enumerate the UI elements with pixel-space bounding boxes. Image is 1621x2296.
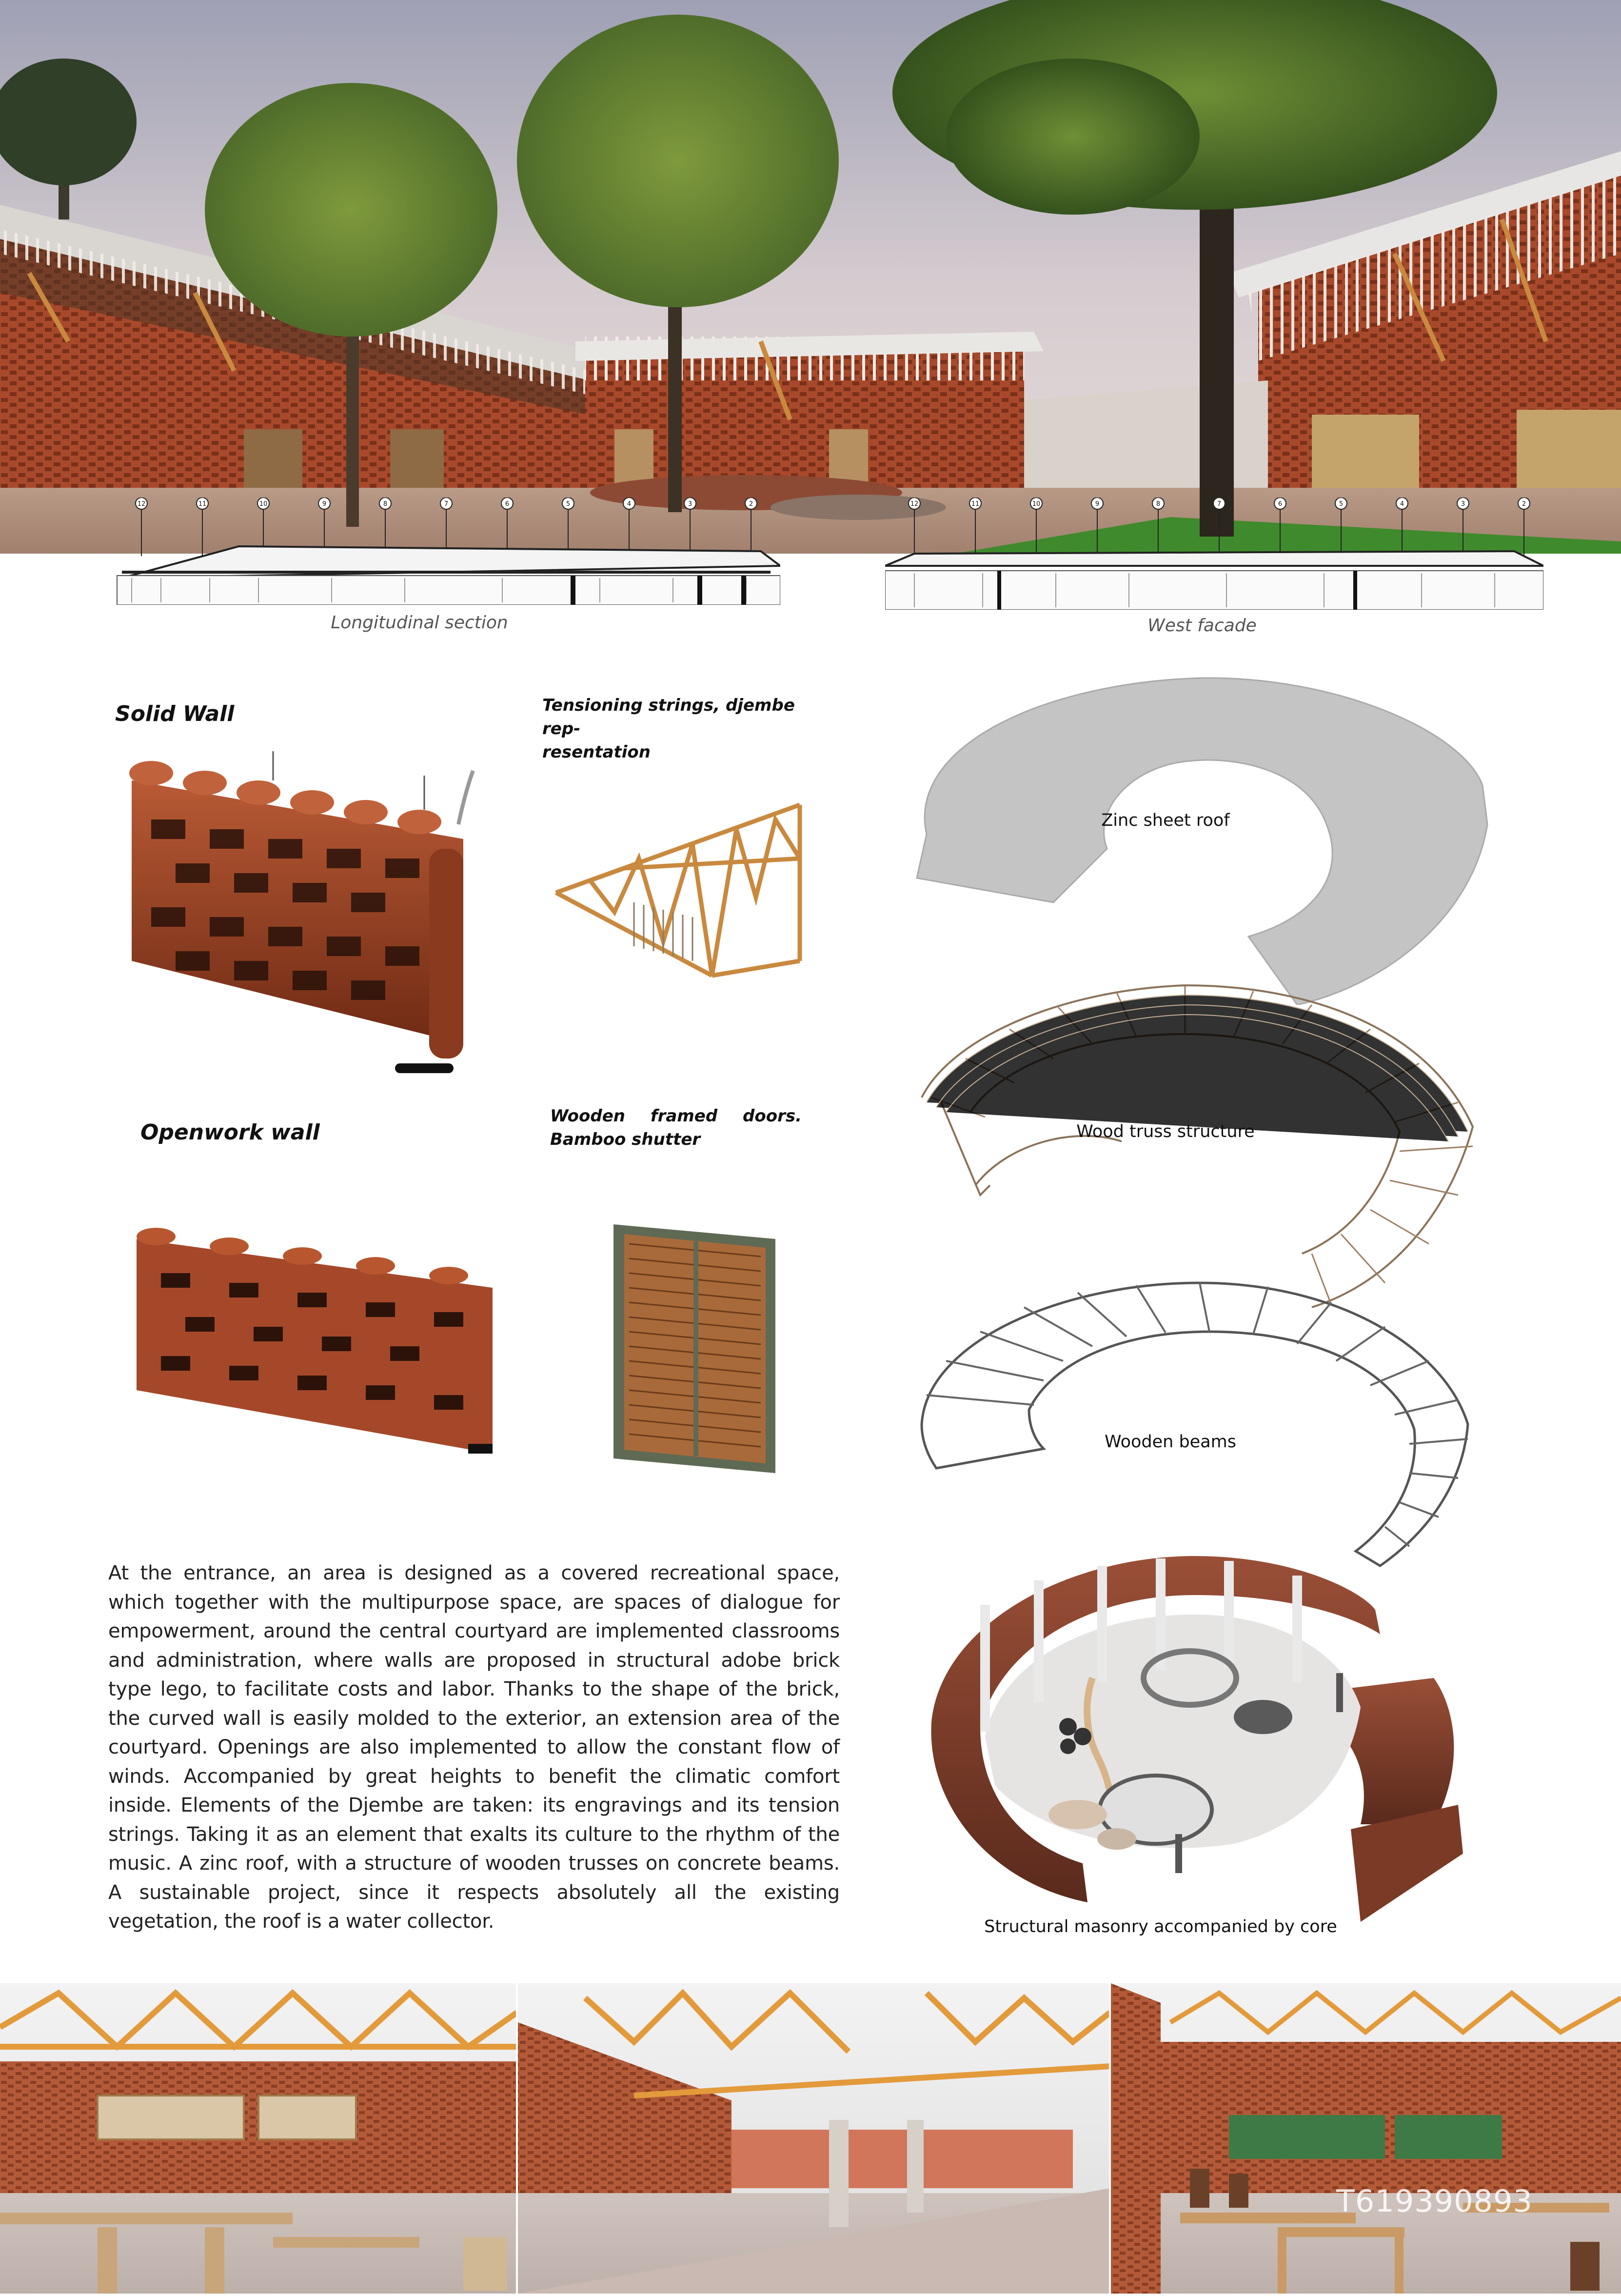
marker-number: 5: [566, 500, 571, 508]
label-wooden-doors: [550, 1104, 802, 1151]
marker-number: 12: [910, 500, 919, 508]
label-wood-truss: Wood truss structure: [1076, 1122, 1255, 1141]
marker-number: 8: [1156, 500, 1161, 508]
wood-truss-layer: [912, 980, 1483, 1312]
watermark-id: T619390893: [1336, 2183, 1533, 2219]
door-svg: [610, 1224, 785, 1473]
marker-number: 6: [505, 500, 510, 508]
marker-number: 4: [1400, 500, 1404, 508]
marker-number: 12: [137, 500, 146, 508]
interior-render-strip: [0, 1983, 1621, 2294]
marker-number: 3: [688, 500, 692, 508]
solid-wall-model: [122, 751, 483, 1073]
marker-number: 6: [1278, 500, 1283, 508]
label-tensioning-line-2: resentation: [542, 742, 651, 762]
wooden-beams-svg: [917, 1278, 1473, 1580]
openwork-wall-svg: [132, 1219, 497, 1463]
interior-renders-svg: [0, 1983, 1621, 2294]
djembe-truss-model: [551, 800, 805, 985]
marker-number: 11: [971, 500, 980, 508]
label-doors-line-1: Wooden framed doors.: [550, 1106, 802, 1126]
classroom-render-1: [0, 1983, 517, 2294]
marker-number: 10: [259, 500, 268, 508]
marker-number: 7: [1217, 500, 1222, 508]
openwork-wall-model: [132, 1219, 497, 1463]
classroom-render-2: [1111, 1983, 1621, 2294]
label-zinc-roof: Zinc sheet roof: [1101, 811, 1230, 830]
west-facade-drawing: [885, 498, 1543, 610]
marker-number: 10: [1032, 500, 1041, 508]
label-doors-line-2: Bamboo shutter: [550, 1130, 701, 1149]
marker-number: 2: [749, 500, 753, 508]
multipurpose-render: [518, 1983, 1110, 2294]
masonry-svg: [922, 1551, 1473, 1922]
hero-render: [0, 0, 1621, 571]
solid-wall-svg: [122, 751, 483, 1073]
marker-number: 8: [383, 500, 388, 508]
structural-masonry-layer: [922, 1551, 1473, 1922]
caption-west-facade: West facade: [1147, 616, 1257, 636]
truss-svg: [551, 800, 805, 985]
label-structural-masonry: Structural masonry accompanied by core: [984, 1917, 1337, 1937]
label-tensioning-line-1: Tensioning strings, djembe rep-: [542, 696, 795, 739]
wooden-door-model: [610, 1224, 785, 1473]
longitudinal-section-drawing: [112, 498, 780, 605]
marker-number: 7: [444, 500, 449, 508]
label-wooden-beams: Wooden beams: [1105, 1432, 1236, 1452]
label-openwork-wall: Openwork wall: [140, 1120, 320, 1145]
facade-svg: [885, 498, 1543, 610]
zinc-roof-layer: [897, 673, 1492, 1005]
marker-number: 5: [1339, 500, 1344, 508]
courtyard-render-image: [0, 0, 1621, 571]
wood-truss-svg: [912, 980, 1483, 1312]
wooden-beams-layer: [917, 1278, 1473, 1580]
marker-number: 11: [198, 500, 207, 508]
project-description: At the entrance, an area is designed as a covered recreational space, which together with the multipurpose space, are spaces of dialogue for empowerment, around the central courtyard are implemented classrooms and administration, where walls are proposed in structural adobe brick type lego, to facilitate costs and labor. Thanks to the shape of the brick, the curved wall is easily molded to the exterior, an extension area of the courtyard. Openings are also implemented to allow the constant flow of winds. Accompanied by great heights to benefit the climatic comfort inside. Elements of the Djembe are taken: its engravings and its tension strings. Taking it as an element that exalts its culture to the rhythm of the music. A zinc roof, with a structure of wooden trusses on concrete beams. A sustainable project, since it respects absolutely all the existing vegetation, the roof is a water collector.: [108, 1562, 840, 1933]
section-svg: [112, 498, 780, 605]
label-tensioning-strings: [542, 694, 835, 764]
marker-number: 9: [322, 500, 327, 508]
label-solid-wall: Solid Wall: [115, 701, 235, 726]
marker-number: 4: [627, 500, 632, 508]
caption-longitudinal-section: Longitudinal section: [331, 613, 508, 633]
marker-number: 9: [1095, 500, 1100, 508]
marker-number: 3: [1461, 500, 1465, 508]
marker-number: 2: [1522, 500, 1526, 508]
zinc-roof-svg: [897, 673, 1492, 1005]
